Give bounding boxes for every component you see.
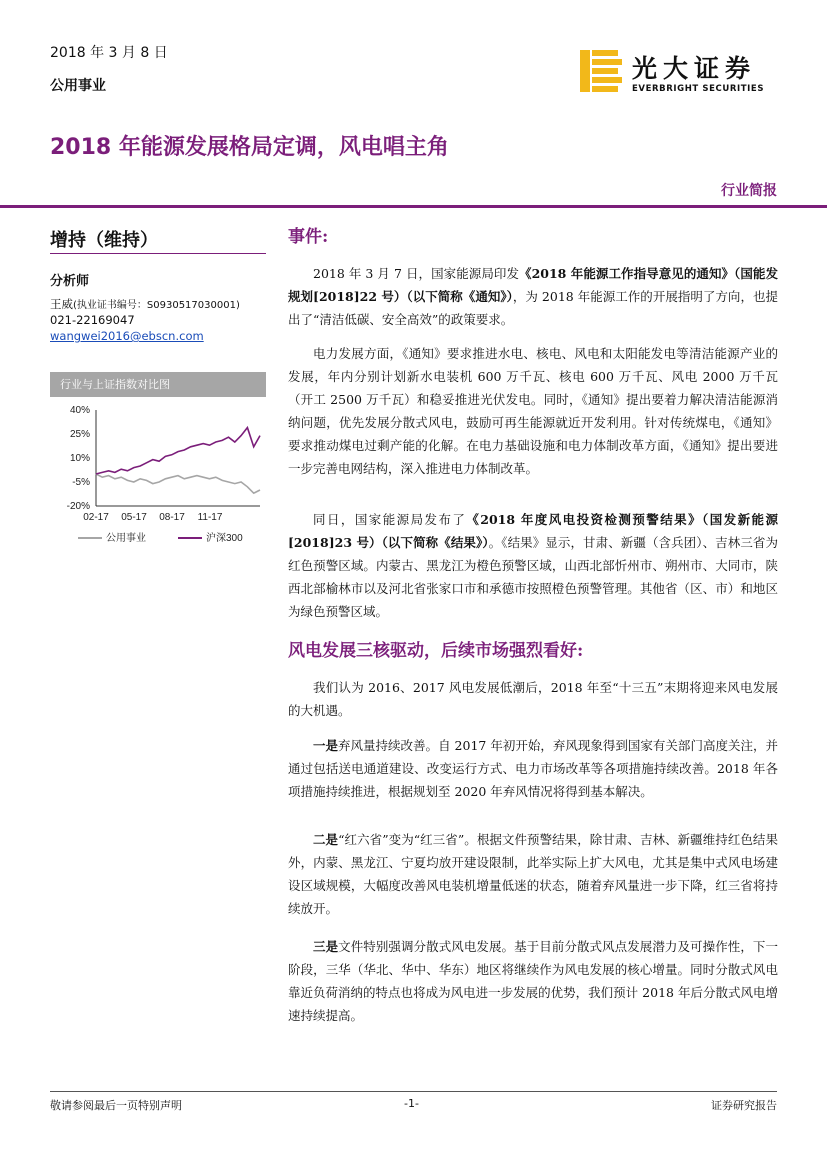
event-p3-b: 《2018 年度风电投资检测预警结果》（国发新能源[2018]23 号）（以下简称《结果》） <box>288 512 778 550</box>
chart-y-tick-label: 25% <box>69 429 90 440</box>
logo-mark-icon <box>580 50 622 92</box>
chart-y-tick-label: 40% <box>69 405 90 416</box>
chart-series-line <box>96 474 260 493</box>
wind-paragraph-3 <box>288 828 778 920</box>
event-p3-a: 同日，国家能源局发布了 <box>313 512 467 527</box>
chart-y-tick-label: -20% <box>66 501 90 512</box>
analyst-heading: 分析师 <box>50 274 90 289</box>
wind-p4-lead: 三是 <box>313 939 339 954</box>
event-paragraph-1 <box>288 262 778 331</box>
analyst-phone: 021-22169047 <box>50 313 135 327</box>
analyst-email-link[interactable]: wangwei2016@ebscn.com <box>50 329 204 343</box>
chart-legend-label: 公用事业 <box>106 533 146 544</box>
logo-english: EVERBRIGHT SECURITIES <box>632 84 765 94</box>
event-p1-c: ，为 2018 年能源工作的开展指明了方向，也提出了“清洁低碳、安全高效”的政策要求。 <box>288 289 778 327</box>
sidebar-divider <box>50 253 266 254</box>
rating: 增持（维持） <box>50 230 158 251</box>
event-heading: 事件: <box>288 227 329 247</box>
wind-paragraph-4 <box>288 935 778 1027</box>
wind-p4-text: 文件特别强调分散式风电发展。基于目前分散式风点发展潜力及可操作性，下一阶段，三华（华北、华中、华东）地区将继续作为风电发展的核心增量。同时分散式风电靠近负荷消纳的特点也将成为风电进一步发展的优势，我们预计 2018 年后分散式风电增速持续提高。 <box>288 939 778 1023</box>
event-p1-a: 2018 年 3 月 7 日，国家能源局印发 <box>313 266 520 281</box>
event-p1-b: 《2018 年能源工作指导意见的通知》（国能发规划[2018]22 号）（以下简称《通知》） <box>288 266 778 304</box>
chart-x-tick-label: 11-17 <box>197 512 223 523</box>
page-number: -1- <box>404 1097 419 1110</box>
event-paragraph-3 <box>288 508 778 623</box>
wind-p3-text: “红六省”变为“红三省”。根据文件预警结果，除甘肃、吉林、新疆维持红色结果外，内蒙、黑龙江、宁夏均放开建设限制，此举实际上扩大风电，尤其是集中式风电场建设区域规模，大幅度改善风电装机增量低迷的状态，随着弃风量进一步下降，红三省将持续放开。 <box>288 832 778 916</box>
event-paragraph-2: 电力发展方面，《通知》要求推进水电、核电、风电和太阳能发电等清洁能源产业的发展，年内分别计划新水电装机 600 万千瓦、核电 600 万千瓦、风电 2000 万千瓦（开工 2500 万千瓦）和稳妥推进光伏发电。同时，《通知》提出要着力解决清洁能源消纳问题，优先发展分散式风电，鼓励可再生能源就近开发利用。针对传统煤电，《通知》要求推动煤电过剩产能的化解。在电力基础设施和电力体制改革方面，《通知》提出要进一步完善电网结构，深入推进电力体制改革。 <box>288 346 778 476</box>
wind-heading: 风电发展三核驱动，后续市场强烈看好: <box>288 641 584 661</box>
report-date: 2018 年 3 月 8 日 <box>50 45 168 61</box>
chart-y-tick-label: -5% <box>72 477 90 488</box>
page-title: 2018 年能源发展格局定调，风电唱主角 <box>50 135 449 160</box>
chart-x-tick-label: 02-17 <box>83 512 109 523</box>
chart-y-tick-label: 10% <box>69 453 90 464</box>
logo-name: 光大证券 <box>632 54 757 83</box>
wind-p3-lead: 二是 <box>313 832 339 847</box>
comparison-chart <box>50 400 266 552</box>
chart-x-tick-label: 05-17 <box>121 512 147 523</box>
chart-legend-label: 沪深300 <box>206 533 243 544</box>
header-divider <box>0 205 827 208</box>
report-type: 行业简报 <box>721 183 777 199</box>
analyst-cert: (执业证书编号：S0930517030001) <box>73 300 240 311</box>
wind-paragraph-2 <box>288 734 778 803</box>
footer-report-label: 证券研究报告 <box>711 1099 777 1112</box>
analyst-name: 王威 <box>50 297 73 311</box>
chart-title: 行业与上证指数对比图 <box>50 372 266 397</box>
wind-p2-lead: 一是 <box>313 738 339 753</box>
footer-divider <box>50 1091 777 1092</box>
chart-x-tick-label: 08-17 <box>159 512 185 523</box>
wind-paragraph-1: 我们认为 2016、2017 风电发展低潮后，2018 年至“十三五”末期将迎来风电发展的大机遇。 <box>288 680 778 718</box>
event-p3-c: 。《结果》显示，甘肃、新疆（含兵团）、吉林三省为红色预警区域。内蒙古、黑龙江为橙色预警区域，山西北部忻州市、朔州市、大同市，陕西北部榆林市以及河北省张家口市和承德市按照橙色预警管理。其他省（区、市）和地区为绿色预警区域。 <box>288 535 778 619</box>
wind-p2-text: 弃风量持续改善。自 2017 年初开始，弃风现象得到国家有关部门高度关注，并通过包括送电通道建设、改变运行方式、电力市场改革等各项措施持续改善。2018 年各项措施持续推进，根据规划至 2020 年弃风情况将得到基本解决。 <box>288 738 778 799</box>
sector-label: 公用事业 <box>50 78 106 94</box>
footer-disclaimer: 敬请参阅最后一页特别声明 <box>50 1099 182 1112</box>
chart-series-line <box>96 428 260 474</box>
analyst-line <box>50 296 240 312</box>
